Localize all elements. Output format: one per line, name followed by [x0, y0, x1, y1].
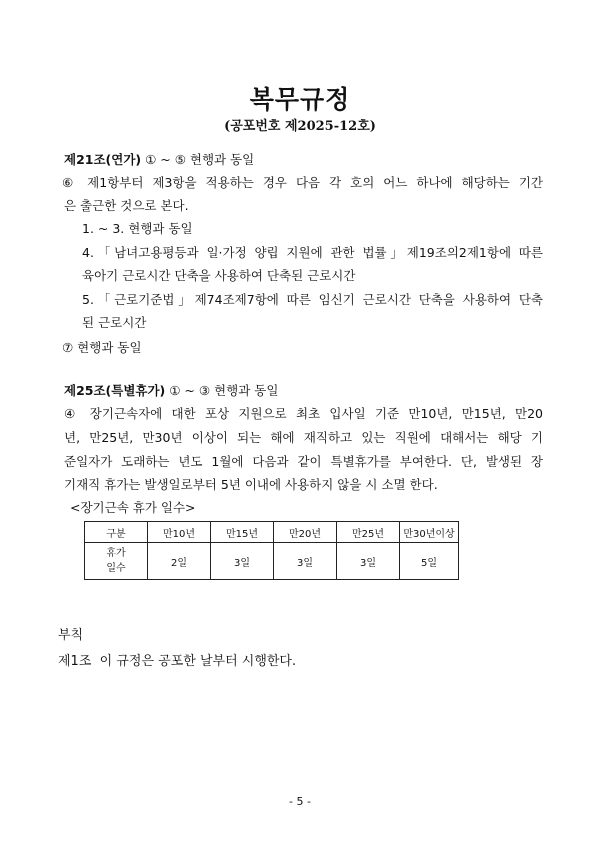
- supplementary-article1: 제1조 이 규정은 공포한 날부터 시행한다.: [58, 654, 297, 669]
- article21-heading: [64, 150, 254, 170]
- article25-paragraph4-line1: ④ 장기근속자에 대한 포상 지원으로 최초 입사일 기준 만10년, 만15년, 만20: [64, 406, 543, 421]
- long-service-leave-table: [84, 521, 459, 580]
- row-label-line1: 휴가: [106, 548, 126, 559]
- document-subtitle: (공포번호 제2025-12호): [224, 119, 376, 134]
- article21-heading-rest: ① ~ ⑤ 현행과 동일: [141, 152, 255, 167]
- table-cell: 5일: [400, 543, 459, 580]
- table-header-cell: 구분: [85, 522, 148, 543]
- table-header-cell: 만25년: [337, 522, 400, 543]
- table-header-cell: 만10년: [148, 522, 211, 543]
- article21-paragraph6-line2: 은 출근한 것으로 본다.: [64, 198, 189, 213]
- page-number: - 5 -: [289, 795, 311, 808]
- article21-item4-line1: 4.「남녀고용평등과 일·가정 양립 지원에 관한 법률」제19조의2제1항에 따른: [82, 245, 543, 260]
- table-row: [85, 543, 459, 580]
- document-title: 복무규정: [249, 85, 351, 114]
- article21-title: 제21조(연가): [64, 152, 142, 167]
- article25-heading-rest: ① ~ ③ 현행과 동일: [165, 383, 279, 398]
- supplementary-heading: 부칙: [58, 628, 84, 643]
- table-cell: 3일: [274, 543, 337, 580]
- article21-paragraph6-line1: ⑥ 제1항부터 제3항을 적용하는 경우 다음 각 호의 어느 하나에 해당하는 기간: [62, 175, 543, 190]
- article25-title: 제25조(특별휴가): [64, 383, 166, 398]
- table-caption: <장기근속 휴가 일수>: [70, 500, 196, 515]
- article21-item5-line2: 된 근로시간: [82, 315, 147, 330]
- table-cell: 3일: [337, 543, 400, 580]
- table-header-cell: 만30년이상: [400, 522, 459, 543]
- table-cell: 3일: [211, 543, 274, 580]
- table-header-cell: 만15년: [211, 522, 274, 543]
- table-header-row: [85, 522, 459, 543]
- article25-paragraph4-line3: 준일자가 도래하는 년도 1월에 다음과 같이 특별휴가를 부여한다. 단, 발생된 장: [64, 454, 543, 469]
- article21-items-1-3: 1. ~ 3. 현행과 동일: [82, 221, 193, 236]
- table-cell: 2일: [148, 543, 211, 580]
- table-header-cell: 만20년: [274, 522, 337, 543]
- row-label-line2: 일수: [106, 563, 126, 574]
- article21-item4-line2: 육아기 근로시간 단축을 사용하여 단축된 근로시간: [82, 268, 356, 283]
- article25-paragraph4-line2: 년, 만25년, 만30년 이상이 되는 해에 재직하고 있는 직원에 대해서는 해당 기: [64, 430, 543, 445]
- article25-paragraph4-line4: 기재직 휴가는 발생일로부터 5년 이내에 사용하지 않을 시 소멸 한다.: [64, 477, 438, 492]
- article25-heading: [64, 381, 278, 401]
- article21-paragraph7: ⑦ 현행과 동일: [62, 340, 142, 355]
- article21-item5-line1: 5.「근로기준법」제74조제7항에 따른 임신기 근로시간 단축을 사용하여 단축: [82, 292, 543, 307]
- table-row-label: [85, 543, 148, 580]
